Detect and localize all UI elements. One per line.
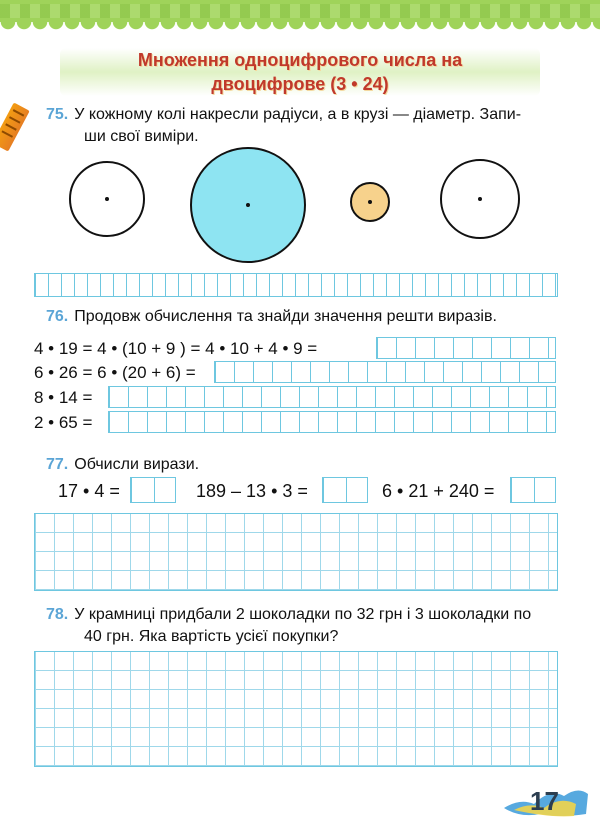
- answer-cells-76-1[interactable]: [376, 337, 556, 359]
- page-title-line1: Множення одноцифрового числа на: [137, 50, 463, 70]
- task-77-expr-1: 17 • 4 =: [58, 481, 120, 501]
- answer-strip-75[interactable]: [34, 273, 558, 297]
- task-75-number: 75.: [46, 106, 69, 123]
- answer-cells-76-4[interactable]: [108, 411, 556, 433]
- answer-cells-76-2[interactable]: [214, 361, 556, 383]
- circle-1-center: [105, 197, 109, 201]
- task-77: [46, 454, 566, 476]
- small-disk-center: [368, 200, 372, 204]
- answer-box-77-1[interactable]: [130, 477, 176, 503]
- answer-box-77-3[interactable]: [510, 477, 556, 503]
- task-76-number: 76.: [46, 308, 69, 325]
- task-78-text-line1: У крамниці придбали 2 шоколадки по 32 грн і 3 шоколадки по: [74, 606, 532, 623]
- disk-filled-blue[interactable]: [190, 147, 306, 263]
- ruler-icon: [0, 102, 30, 151]
- circle-2[interactable]: [440, 159, 520, 239]
- answer-box-77-2[interactable]: [322, 477, 368, 503]
- task-77-number: 77.: [46, 456, 69, 473]
- task-75: [46, 104, 566, 148]
- task-78-text-line2: 40 грн. Яка вартість усієї покупки?: [84, 628, 339, 645]
- task-75-text-line2: ши свої виміри.: [84, 128, 199, 145]
- task-76-row-3: 8 • 14 =: [34, 388, 93, 407]
- task-76: [46, 306, 566, 328]
- page-number: 17: [530, 786, 559, 816]
- page-title-line2: двоцифрове (3 • 24): [211, 74, 389, 94]
- task-76-row-4: 2 • 65 =: [34, 413, 93, 432]
- task-76-row-1: 4 • 19 = 4 • (10 + 9 ) = 4 • 10 + 4 • 9 =: [34, 339, 318, 358]
- task-77-expr-3: 6 • 21 + 240 =: [382, 481, 495, 501]
- task-77-text: Обчисли вирази.: [74, 456, 200, 473]
- disk-small-orange[interactable]: [350, 182, 390, 222]
- task-76-text: Продовж обчислення та знайди значення решти виразів.: [74, 308, 497, 325]
- task-77-expr-2: 189 – 13 • 3 =: [196, 481, 308, 501]
- circle-1[interactable]: [69, 161, 145, 237]
- answer-grid-77[interactable]: [34, 513, 558, 591]
- answer-grid-78[interactable]: [34, 651, 558, 767]
- decorative-top-stripe: [0, 4, 600, 18]
- task-78-number: 78.: [46, 606, 69, 623]
- task-76-row-2: 6 • 26 = 6 • (20 + 6) =: [34, 363, 196, 382]
- circle-2-center: [478, 197, 482, 201]
- disk-center: [246, 203, 250, 207]
- answer-cells-76-3[interactable]: [108, 386, 556, 408]
- task-75-text-line1: У кожному колі накресли радіуси, а в крузі — діаметр. Запи-: [74, 106, 522, 123]
- page-title: [60, 48, 540, 96]
- task-78: [46, 604, 576, 648]
